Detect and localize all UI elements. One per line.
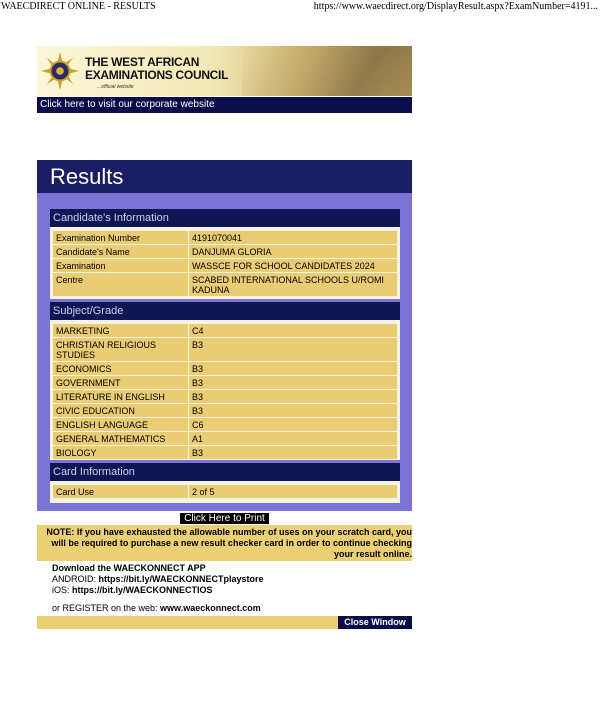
table-row (53, 376, 397, 389)
row-value: WASSCE FOR SCHOOL CANDIDATES 2024 (189, 259, 397, 272)
table-row (53, 446, 397, 459)
subject-grade-heading: Subject/Grade (50, 302, 400, 320)
register-info (52, 603, 261, 614)
scratch-card-note (37, 525, 412, 561)
row-value: SCABED INTERNATIONAL SCHOOLS U/ROMI KADUNA (189, 273, 397, 296)
row-label: Examination Number (53, 231, 188, 244)
note-line1: If you have exhausted the allowable number of uses on your scratch card, you (74, 527, 412, 537)
android-label: ANDROID: (52, 574, 99, 584)
android-store-link[interactable]: https://bit.ly/WAECKONNECTplaystore (98, 574, 264, 584)
waec-banner (37, 46, 412, 96)
close-window-button[interactable]: Close Window (338, 616, 412, 629)
subject-name: ECONOMICS (53, 362, 188, 375)
subject-grade: B3 (189, 362, 397, 375)
ios-label: iOS: (52, 585, 73, 595)
table-row (53, 390, 397, 403)
waeckonnect-app-info (52, 563, 264, 596)
table-row (53, 418, 397, 431)
subject-grade: A1 (189, 432, 397, 445)
subject-name: GENERAL MATHEMATICS (53, 432, 188, 445)
table-row (53, 485, 397, 498)
subject-grade-table (50, 320, 400, 460)
subject-grade: C6 (189, 418, 397, 431)
register-label: or REGISTER on the web: (52, 603, 161, 613)
subject-grade: C4 (189, 324, 397, 337)
table-row (53, 273, 397, 296)
subject-name: CHRISTIAN RELIGIOUS STUDIES (53, 338, 188, 361)
candidate-info-table (50, 227, 400, 299)
org-name-line1: THE WEST AFRICAN (85, 55, 200, 69)
card-info-heading: Card Information (50, 463, 400, 481)
konnect-title: Download the WAECKONNECT APP (52, 563, 206, 573)
subject-name: CIVIC EDUCATION (53, 404, 188, 417)
subject-name: LITERATURE IN ENGLISH (53, 390, 188, 403)
subject-grade: B3 (189, 338, 397, 361)
subject-grade: B3 (189, 404, 397, 417)
print-page-url: https://www.waecdirect.org/DisplayResult.aspx?ExamNumber=4191... (313, 1, 598, 12)
note-line2: will be required to purchase a new result checker card in order to continue checking (51, 538, 412, 548)
org-name-line2: EXAMINATIONS COUNCIL (85, 68, 229, 82)
table-row (53, 231, 397, 244)
row-label: Card Use (53, 485, 188, 498)
row-label: Examination (53, 259, 188, 272)
corporate-website-link[interactable]: Click here to visit our corporate website (37, 97, 412, 113)
table-row (53, 338, 397, 361)
table-row (53, 404, 397, 417)
table-row (53, 432, 397, 445)
org-tagline: ...official website (97, 84, 134, 90)
subject-grade: B3 (189, 390, 397, 403)
card-info-table (50, 481, 400, 503)
print-header (0, 0, 600, 14)
table-row (53, 259, 397, 272)
table-row (53, 324, 397, 337)
subject-name: MARKETING (53, 324, 188, 337)
banner-photo (242, 46, 412, 96)
ios-store-link[interactable]: https://bit.ly/WAECKONNECTIOS (72, 585, 213, 595)
row-value: DANJUMA GLORIA (189, 245, 397, 258)
subject-grade: B3 (189, 446, 397, 459)
row-label: Candidate's Name (53, 245, 188, 258)
row-value: 2 of 5 (189, 485, 397, 498)
table-row (53, 245, 397, 258)
subject-name: GOVERNMENT (53, 376, 188, 389)
note-label: NOTE: (46, 527, 75, 537)
subject-grade: B3 (189, 376, 397, 389)
subject-name: ENGLISH LANGUAGE (53, 418, 188, 431)
table-row (53, 362, 397, 375)
note-line3: your result online. (333, 549, 412, 559)
candidate-info-heading: Candidate's Information (50, 209, 400, 227)
print-page-title: WAECDIRECT ONLINE - RESULTS (1, 1, 156, 12)
register-link[interactable]: www.waeckonnect.com (160, 603, 261, 613)
row-value: 4191070041 (189, 231, 397, 244)
print-button[interactable]: Click Here to Print (180, 513, 269, 524)
subject-name: BIOLOGY (53, 446, 188, 459)
waec-seal-icon (41, 52, 79, 90)
row-label: Centre (53, 273, 188, 296)
results-title: Results (37, 160, 412, 193)
